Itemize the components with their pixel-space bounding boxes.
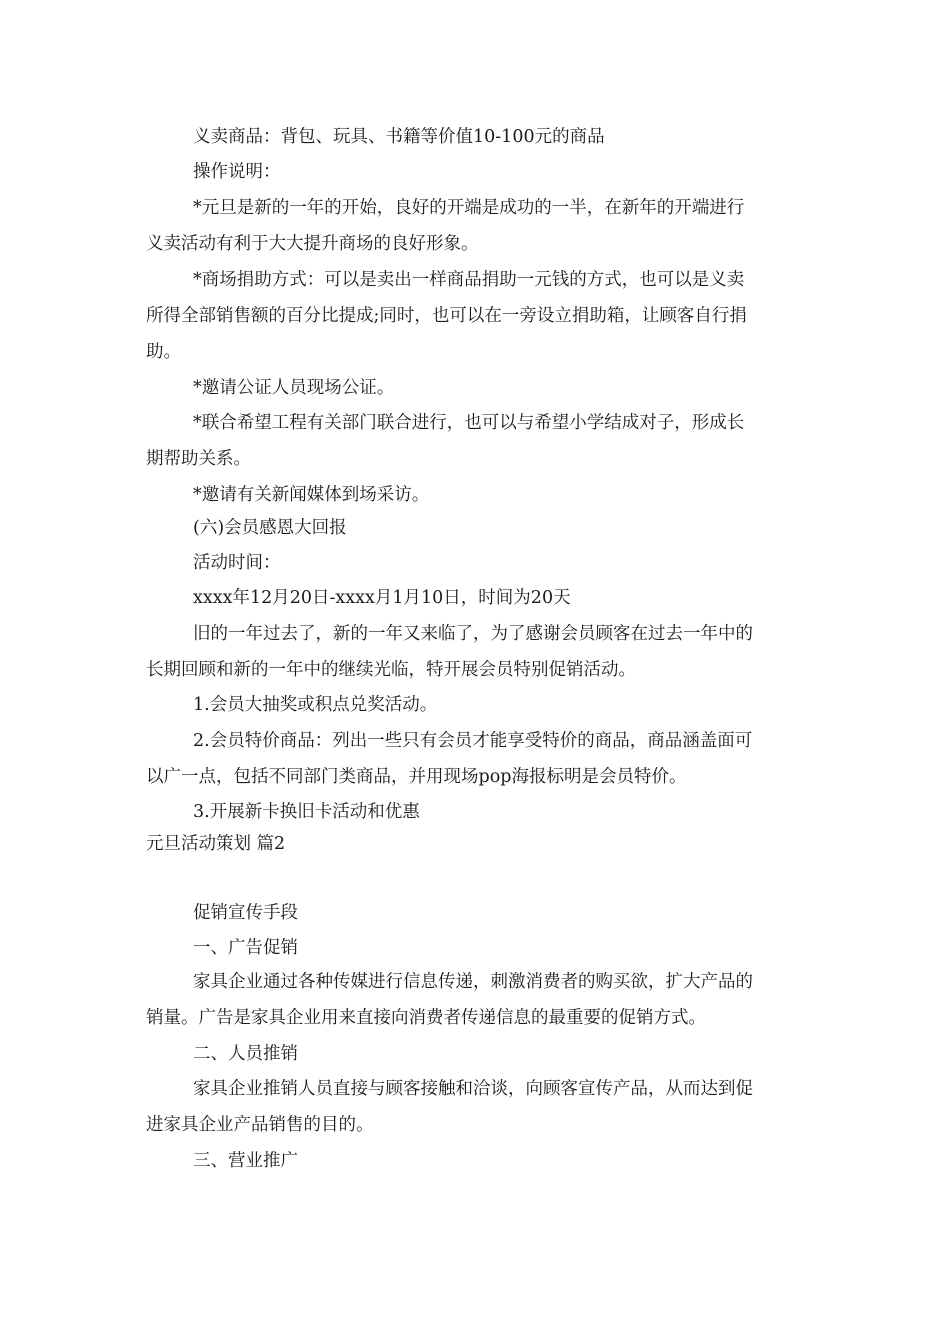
text-line: 期帮助关系。 — [146, 449, 251, 469]
section-heading: 一、广告促销 — [193, 938, 298, 958]
text-line: 操作说明： — [193, 162, 281, 182]
text-line: 义卖活动有利于大大提升商场的良好形象。 — [146, 234, 479, 254]
text-line: 所得全部销售额的百分比提成;同时，也可以在一旁设立捐助箱，让顾客自行捐 — [146, 306, 747, 326]
text-line: *邀请公证人员现场公证。 — [193, 378, 395, 398]
text-line: 1.会员大抽奖或积点兑奖活动。 — [193, 695, 438, 715]
text-line: *邀请有关新闻媒体到场采访。 — [193, 485, 430, 505]
section-heading: (六)会员感恩大回报 — [193, 518, 347, 538]
text-line: 进家具企业产品销售的目的。 — [146, 1115, 374, 1135]
text-line: *商场捐助方式：可以是卖出一样商品捐助一元钱的方式，也可以是义卖 — [193, 270, 745, 290]
text-line: xxxx年12月20日-xxxx月1月10日，时间为20天 — [193, 588, 571, 608]
text-line: *联合希望工程有关部门联合进行，也可以与希望小学结成对子，形成长 — [193, 413, 745, 433]
text-line: 家具企业推销人员直接与顾客接触和洽谈，向顾客宣传产品，从而达到促 — [193, 1079, 753, 1099]
text-line: *元旦是新的一年的开始，良好的开端是成功的一半，在新年的开端进行 — [193, 198, 745, 218]
text-line: 销量。广告是家具企业用来直接向消费者传递信息的最重要的促销方式。 — [146, 1008, 706, 1028]
text-line: 3.开展新卡换旧卡活动和优惠 — [193, 802, 420, 822]
text-line: 义卖商品：背包、玩具、书籍等价值10-100元的商品 — [193, 127, 605, 147]
section-heading: 二、人员推销 — [193, 1044, 298, 1064]
text-line: 旧的一年过去了，新的一年又来临了，为了感谢会员顾客在过去一年中的 — [193, 624, 753, 644]
text-line: 活动时间： — [193, 553, 281, 573]
section-heading: 三、营业推广 — [193, 1151, 298, 1171]
text-line: 2.会员特价商品：列出一些只有会员才能享受特价的商品，商品涵盖面可 — [193, 731, 753, 751]
section-title: 元旦活动策划 篇2 — [146, 834, 286, 854]
text-line: 家具企业通过各种传媒进行信息传递，刺激消费者的购买欲，扩大产品的 — [193, 972, 753, 992]
text-line: 长期回顾和新的一年中的继续光临，特开展会员特别促销活动。 — [146, 660, 636, 680]
text-line: 助。 — [146, 342, 181, 362]
text-line: 以广一点，包括不同部门类商品，并用现场pop海报标明是会员特价。 — [146, 767, 687, 787]
section-heading: 促销宣传手段 — [193, 903, 298, 923]
